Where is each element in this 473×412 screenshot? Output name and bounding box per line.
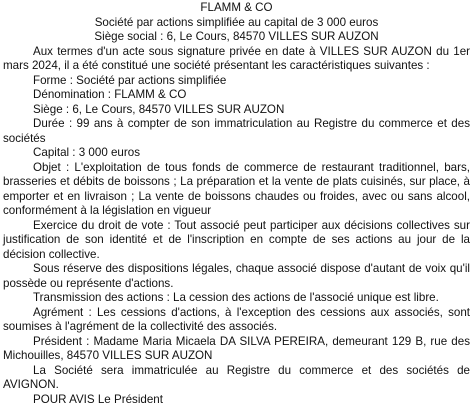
company-name: FLAMM & CO (200, 1, 273, 14)
immatriculation-paragraph: La Société sera immatriculée au Registre du commerce et des sociétés de AVIGNON. (3, 363, 470, 391)
transmission-line: Transmission des actions : La cession des actions de l'associé unique est libre. (33, 291, 439, 304)
forme-line: Forme : Société par actions simplifiée (33, 73, 227, 87)
siege-line: Siège : 6, Le Cours, 84570 VILLES SUR AUZON (33, 102, 285, 116)
duree-paragraph: Durée : 99 ans à compter de son immatriculation au Registre du commerce et des sociétés (3, 117, 470, 145)
agrement-paragraph: Agrément : Les cessions d'actions, à l'exception des cessions aux associés, sont soumises à l'agrément de la collectivité des associés. (3, 305, 470, 333)
president-paragraph: Président : Madame Maria Micaela DA SILVA PEREIRA, demeurant 129 B, rue des Michouilles, 84570 VILLES SUR AUZON (3, 334, 470, 362)
denomination-line: Dénomination : FLAMM & CO (33, 88, 187, 101)
droit-de-vote-paragraph: Exercice du droit de vote : Tout associé peut participer aux décisions collectives sur justification de son identité et de l'inscription en compte de ses actions au jour de la décision collective. (3, 218, 470, 261)
voix-paragraph: Sous réserve des dispositions légales, chaque associé dispose d'autant de voix qu'il possède ou représente d'actions. (3, 262, 470, 290)
signature-line: POUR AVIS Le Président (33, 392, 163, 406)
registered-office: Siège social : 6, Le Cours, 84570 VILLES SUR AUZON (94, 30, 379, 43)
intro-paragraph: Aux termes d'un acte sous signature privée en date à VILLES SUR AUZON du 1er mars 2024, il a été constitué une société présentant les caractéristiques suivantes : (3, 44, 470, 72)
objet-paragraph: Objet : L'exploitation de tous fonds de commerce de restaurant traditionnel, bars, brasseries et débits de boissons ; La préparation et la vente de plats cuisinés, sur place, à emporter et en livraison ; La vente de boissons chaudes ou froides, avec ou sans alcool, conformément à la législation en vigueur (3, 160, 470, 217)
company-type: Société par actions simplifiée au capital de 3 000 euros (94, 15, 379, 29)
capital-line: Capital : 3 000 euros (33, 146, 140, 159)
